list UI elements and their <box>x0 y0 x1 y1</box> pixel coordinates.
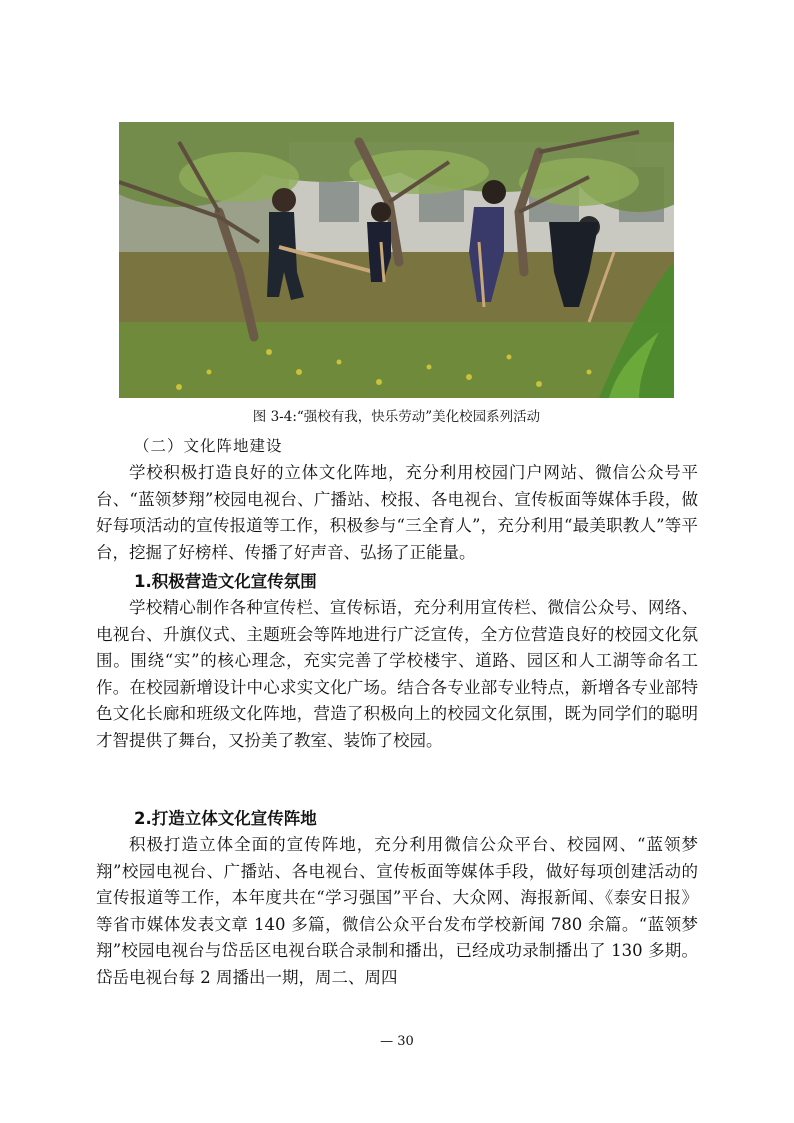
item-1-paragraph: 学校精心制作各种宣传栏、宣传标语，充分利用宣传栏、微信公众号、网络、电视台、升旗仪式、主题班会等阵地进行广泛宣传，全方位营造良好的校园文化氛围。围绕“实”的核心理念，充实完善了学校楼宇、道路、园区和人工湖等命名工作。在校园新增设计中心求实文化广场。结合各专业部专业特点，新增各专业部特色文化长廊和班级文化阵地，营造了积极向上的校园文化氛围，既为同学们的聪明才智提供了舞台，又扮美了教室、装饰了校园。 <box>96 598 698 750</box>
item-1-heading: 1.积极营造文化宣传氛围 <box>134 572 317 591</box>
page-number: — 30 <box>380 1034 414 1049</box>
item-2-paragraph: 积极打造立体全面的宣传阵地，充分利用微信公众平台、校园网、“蓝领梦翔”校园电视台、广播站、各电视台、宣传板面等媒体手段，做好每项创建活动的宣传报道等工作，本年度共在“学习强国”平台、大众网、海报新闻、《泰安日报》等省市媒体发表文章 140 多篇，微信公众平台发布学校新闻 780 余篇。“蓝领梦翔”校园电视台与岱岳区电视台联合录制和播出，已经成功录制播出了 130 多期。岱岳电视台每 2 周播出一期，周二、周四 <box>96 835 698 987</box>
section-subtitle: （二）文化阵地建设 <box>134 437 283 455</box>
section-intro-paragraph: 学校积极打造良好的立体文化阵地，充分利用校园门户网站、微信公众号平台、“蓝领梦翔”校园电视台、广播站、校报、各电视台、宣传板面等媒体手段，做好每项活动的宣传报道等工作，积极参与“三全育人”，充分利用“最美职教人”等平台，挖掘了好榜样、传播了好声音、弘扬了正能量。 <box>96 463 698 562</box>
activity-photo <box>119 122 674 398</box>
figure-caption: 图 3-4:“强校有我，快乐劳动”美化校园系列活动 <box>252 409 541 425</box>
item-2-heading: 2.打造立体文化宣传阵地 <box>134 809 317 828</box>
